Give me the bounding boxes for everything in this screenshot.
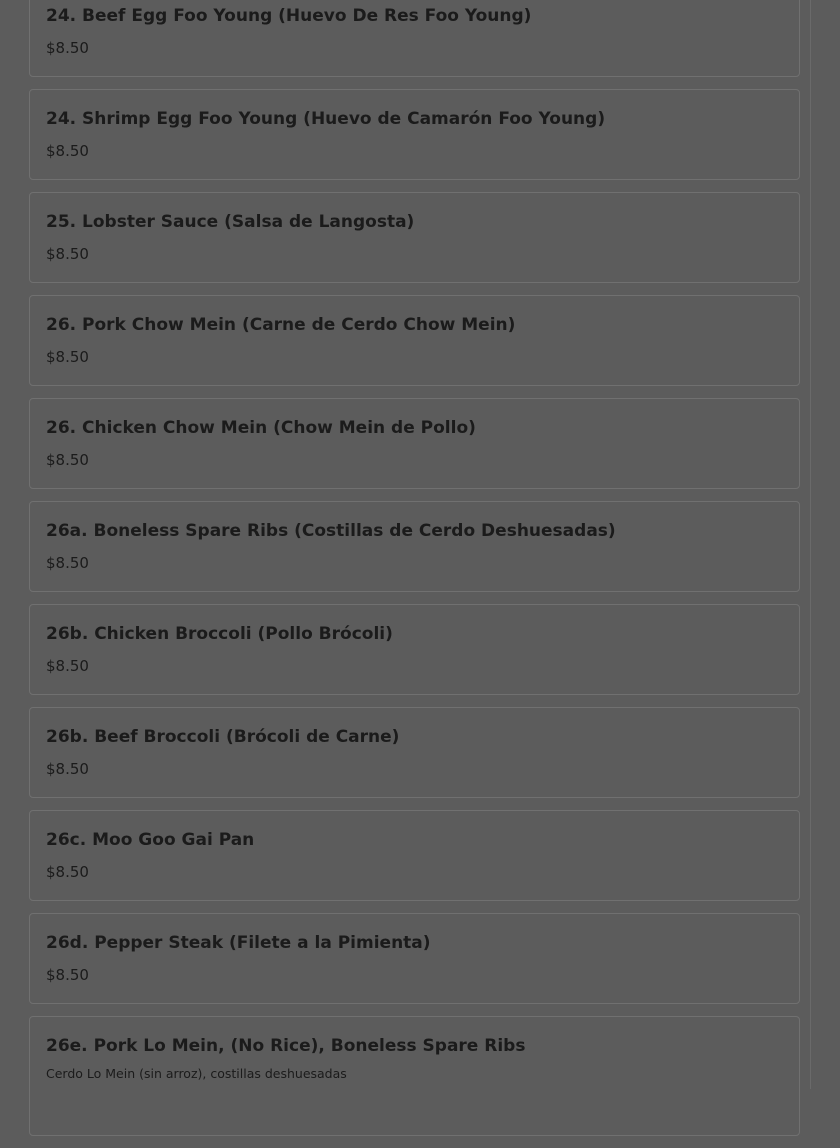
menu-item-name: 25. Lobster Sauce (Salsa de Langosta) <box>46 212 415 232</box>
menu-item-price: $8.50 <box>46 863 89 881</box>
menu-item-name: 26b. Beef Broccoli (Brócoli de Carne) <box>46 727 400 747</box>
menu-item-card[interactable] <box>29 1016 800 1136</box>
menu-item-list <box>29 0 800 1148</box>
menu-item-price: $8.50 <box>46 142 89 160</box>
menu-item-name: 24. Shrimp Egg Foo Young (Huevo de Camarón Foo Young) <box>46 109 606 129</box>
menu-item-price: $8.50 <box>46 451 89 469</box>
menu-item-name: 24. Beef Egg Foo Young (Huevo De Res Foo Young) <box>46 6 532 26</box>
menu-item-price: $8.50 <box>46 554 89 572</box>
menu-item-name: 26d. Pepper Steak (Filete a la Pimienta) <box>46 933 431 953</box>
menu-item-description: Cerdo Lo Mein (sin arroz), costillas deshuesadas <box>46 1066 347 1081</box>
menu-item-card[interactable] <box>29 398 800 489</box>
menu-item-card[interactable] <box>29 295 800 386</box>
menu-item-price: $8.50 <box>46 245 89 263</box>
menu-item-name: 26b. Chicken Broccoli (Pollo Brócoli) <box>46 624 393 644</box>
menu-item-card[interactable] <box>29 192 800 283</box>
menu-item-name: 26. Pork Chow Mein (Carne de Cerdo Chow Mein) <box>46 315 516 335</box>
menu-item-price: $8.50 <box>46 760 89 778</box>
menu-item-price: $8.50 <box>46 966 89 984</box>
menu-item-price: $8.50 <box>46 348 89 366</box>
menu-item-name: 26a. Boneless Spare Ribs (Costillas de Cerdo Deshuesadas) <box>46 521 616 541</box>
menu-item-name: 26. Chicken Chow Mein (Chow Mein de Pollo) <box>46 418 476 438</box>
menu-item-name: 26c. Moo Goo Gai Pan <box>46 830 255 850</box>
menu-item-card[interactable] <box>29 501 800 592</box>
menu-item-card[interactable] <box>29 89 800 180</box>
menu-item-price: $8.50 <box>46 657 89 675</box>
menu-item-card[interactable] <box>29 0 800 77</box>
menu-item-name: 26e. Pork Lo Mein, (No Rice), Boneless Spare Ribs <box>46 1036 526 1056</box>
menu-item-price: $8.50 <box>46 39 89 57</box>
menu-item-card[interactable] <box>29 707 800 798</box>
scrollbar-track[interactable] <box>810 0 811 1089</box>
menu-item-card[interactable] <box>29 913 800 1004</box>
menu-item-card[interactable] <box>29 810 800 901</box>
menu-item-card[interactable] <box>29 604 800 695</box>
